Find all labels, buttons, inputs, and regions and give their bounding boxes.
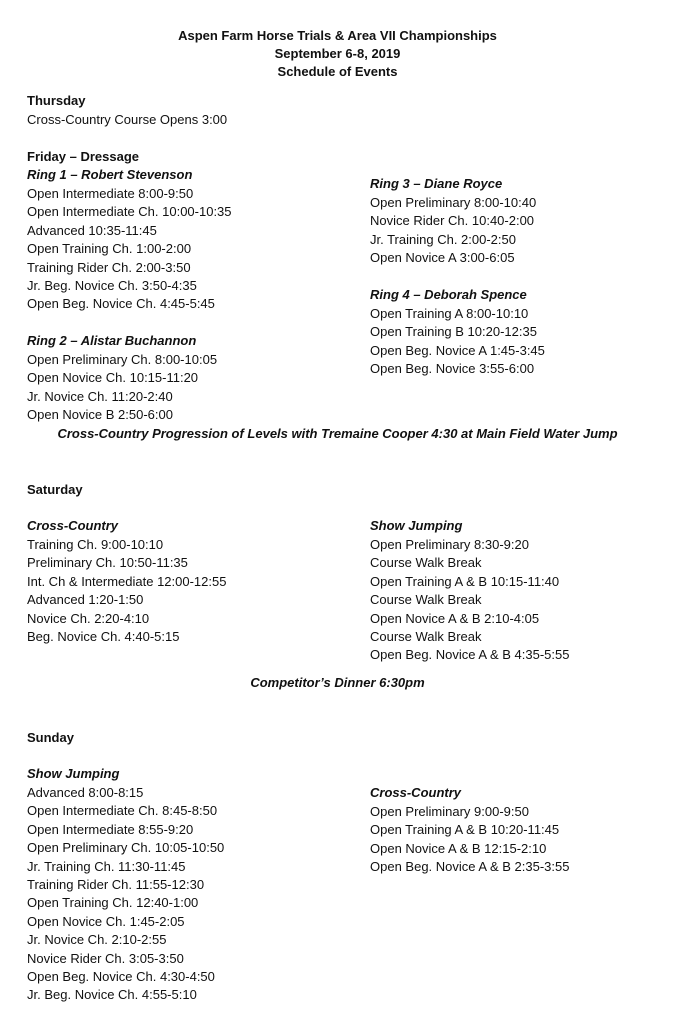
list-item: Novice Ch. 2:20-4:10 — [27, 610, 150, 626]
list-item: Course Walk Break — [370, 592, 482, 608]
list-item: Open Preliminary 8:30-9:20 — [370, 537, 529, 552]
thursday-heading: Thursday — [27, 93, 86, 108]
list-item: Open Intermediate Ch. 8:45-8:50 — [27, 803, 218, 819]
saturday-note: Competitor’s Dinner 6:30pm — [250, 675, 425, 690]
list-item: Open Novice Ch. 1:45-2:05 — [27, 913, 185, 929]
list-item: Open Training Ch. 12:40-1:00 — [27, 895, 199, 911]
ring2-title: Ring 2 – Alistar Buchannon — [27, 333, 197, 348]
ring1-list — [27, 185, 232, 314]
sunday-cross-country-list — [370, 803, 569, 877]
saturday-show-jumping-list — [370, 536, 569, 665]
list-item: Jr. Training Ch. 11:30-11:45 — [27, 858, 186, 874]
ring1-title: Ring 1 – Robert Stevenson — [27, 167, 193, 182]
list-item: Open Beg. Novice Ch. 4:45-5:45 — [27, 296, 215, 312]
ring3-list — [370, 194, 536, 268]
list-item: Open Training B 10:20-12:35 — [370, 324, 537, 340]
list-item: Course Walk Break — [370, 629, 482, 645]
saturday-show-jumping-title: Show Jumping — [370, 518, 463, 533]
list-item: Training Rider Ch. 11:55-12:30 — [27, 877, 205, 893]
friday-note: Cross-Country Progression of Levels with Tremaine Cooper 4:30 at Main Field Water Jump — [57, 426, 618, 441]
ring2-list — [27, 351, 217, 425]
list-item: Open Training Ch. 1:00-2:00 — [27, 241, 192, 257]
ring4-list — [370, 305, 545, 379]
friday-heading: Friday – Dressage — [27, 149, 140, 164]
list-item: Open Beg. Novice 3:55-6:00 — [370, 361, 535, 377]
list-item: Course Walk Break — [370, 555, 482, 571]
list-item: Open Novice B 2:50-6:00 — [27, 407, 173, 423]
list-item: Open Beg. Novice A 1:45-3:45 — [370, 342, 545, 358]
list-item: Open Training A 8:00-10:10 — [370, 306, 529, 321]
list-item: Open Preliminary 9:00-9:50 — [370, 804, 529, 819]
list-item: Open Preliminary Ch. 10:05-10:50 — [27, 840, 225, 856]
list-item: Open Intermediate 8:55-9:20 — [27, 821, 194, 837]
list-item: Advanced 10:35-11:45 — [27, 222, 157, 238]
list-item: Open Novice A & B 2:10-4:05 — [370, 610, 540, 626]
list-item: Open Intermediate 8:00-9:50 — [27, 186, 194, 201]
saturday-cross-country-list — [27, 536, 226, 646]
list-item: Novice Rider Ch. 3:05-3:50 — [27, 950, 184, 966]
list-item: Novice Rider Ch. 10:40-2:00 — [370, 213, 535, 229]
saturday-cross-country-title: Cross-Country — [27, 518, 119, 533]
list-item: Open Preliminary 8:00-10:40 — [370, 195, 537, 210]
list-item: Open Training A & B 10:15-11:40 — [370, 573, 560, 589]
list-item: Int. Ch & Intermediate 12:00-12:55 — [27, 573, 227, 589]
list-item: Open Intermediate Ch. 10:00-10:35 — [27, 204, 232, 220]
ring3-title: Ring 3 – Diane Royce — [370, 176, 503, 191]
list-item: Advanced 1:20-1:50 — [27, 592, 144, 608]
document-title: Aspen Farm Horse Trials & Area VII Championships — [178, 28, 497, 43]
list-item: Beg. Novice Ch. 4:40-5:15 — [27, 629, 180, 645]
list-item: Jr. Novice Ch. 11:20-2:40 — [27, 388, 173, 404]
sunday-heading: Sunday — [27, 730, 74, 745]
list-item: Open Beg. Novice A & B 4:35-5:55 — [370, 647, 570, 663]
list-item: Open Novice A & B 12:15-2:10 — [370, 840, 547, 856]
list-item: Jr. Training Ch. 2:00-2:50 — [370, 231, 516, 247]
document-subtitle: Schedule of Events — [277, 64, 398, 79]
ring4-title: Ring 4 – Deborah Spence — [370, 287, 527, 302]
list-item: Jr. Novice Ch. 2:10-2:55 — [27, 932, 167, 948]
list-item: Jr. Beg. Novice Ch. 4:55-5:10 — [27, 987, 197, 1003]
list-item: Open Training A & B 10:20-11:45 — [370, 822, 560, 838]
saturday-heading: Saturday — [27, 482, 83, 497]
sunday-cross-country-title: Cross-Country — [370, 785, 462, 800]
list-item: Open Novice Ch. 10:15-11:20 — [27, 370, 199, 386]
sunday-show-jumping-title: Show Jumping — [27, 766, 120, 781]
list-item: Training Rider Ch. 2:00-3:50 — [27, 259, 191, 275]
sunday-show-jumping-list — [27, 784, 224, 1005]
list-item: Cross-Country Course Opens 3:00 — [27, 112, 228, 127]
list-item: Jr. Beg. Novice Ch. 3:50-4:35 — [27, 278, 197, 294]
thursday-list — [27, 111, 227, 129]
list-item: Open Novice A 3:00-6:05 — [370, 250, 515, 266]
list-item: Open Preliminary Ch. 8:00-10:05 — [27, 352, 218, 367]
list-item: Open Beg. Novice A & B 2:35-3:55 — [370, 859, 570, 875]
list-item: Preliminary Ch. 10:50-11:35 — [27, 555, 188, 571]
list-item: Open Beg. Novice Ch. 4:30-4:50 — [27, 969, 215, 985]
list-item: Advanced 8:00-8:15 — [27, 785, 144, 800]
list-item: Training Ch. 9:00-10:10 — [27, 537, 164, 552]
event-dates: September 6-8, 2019 — [274, 46, 401, 61]
